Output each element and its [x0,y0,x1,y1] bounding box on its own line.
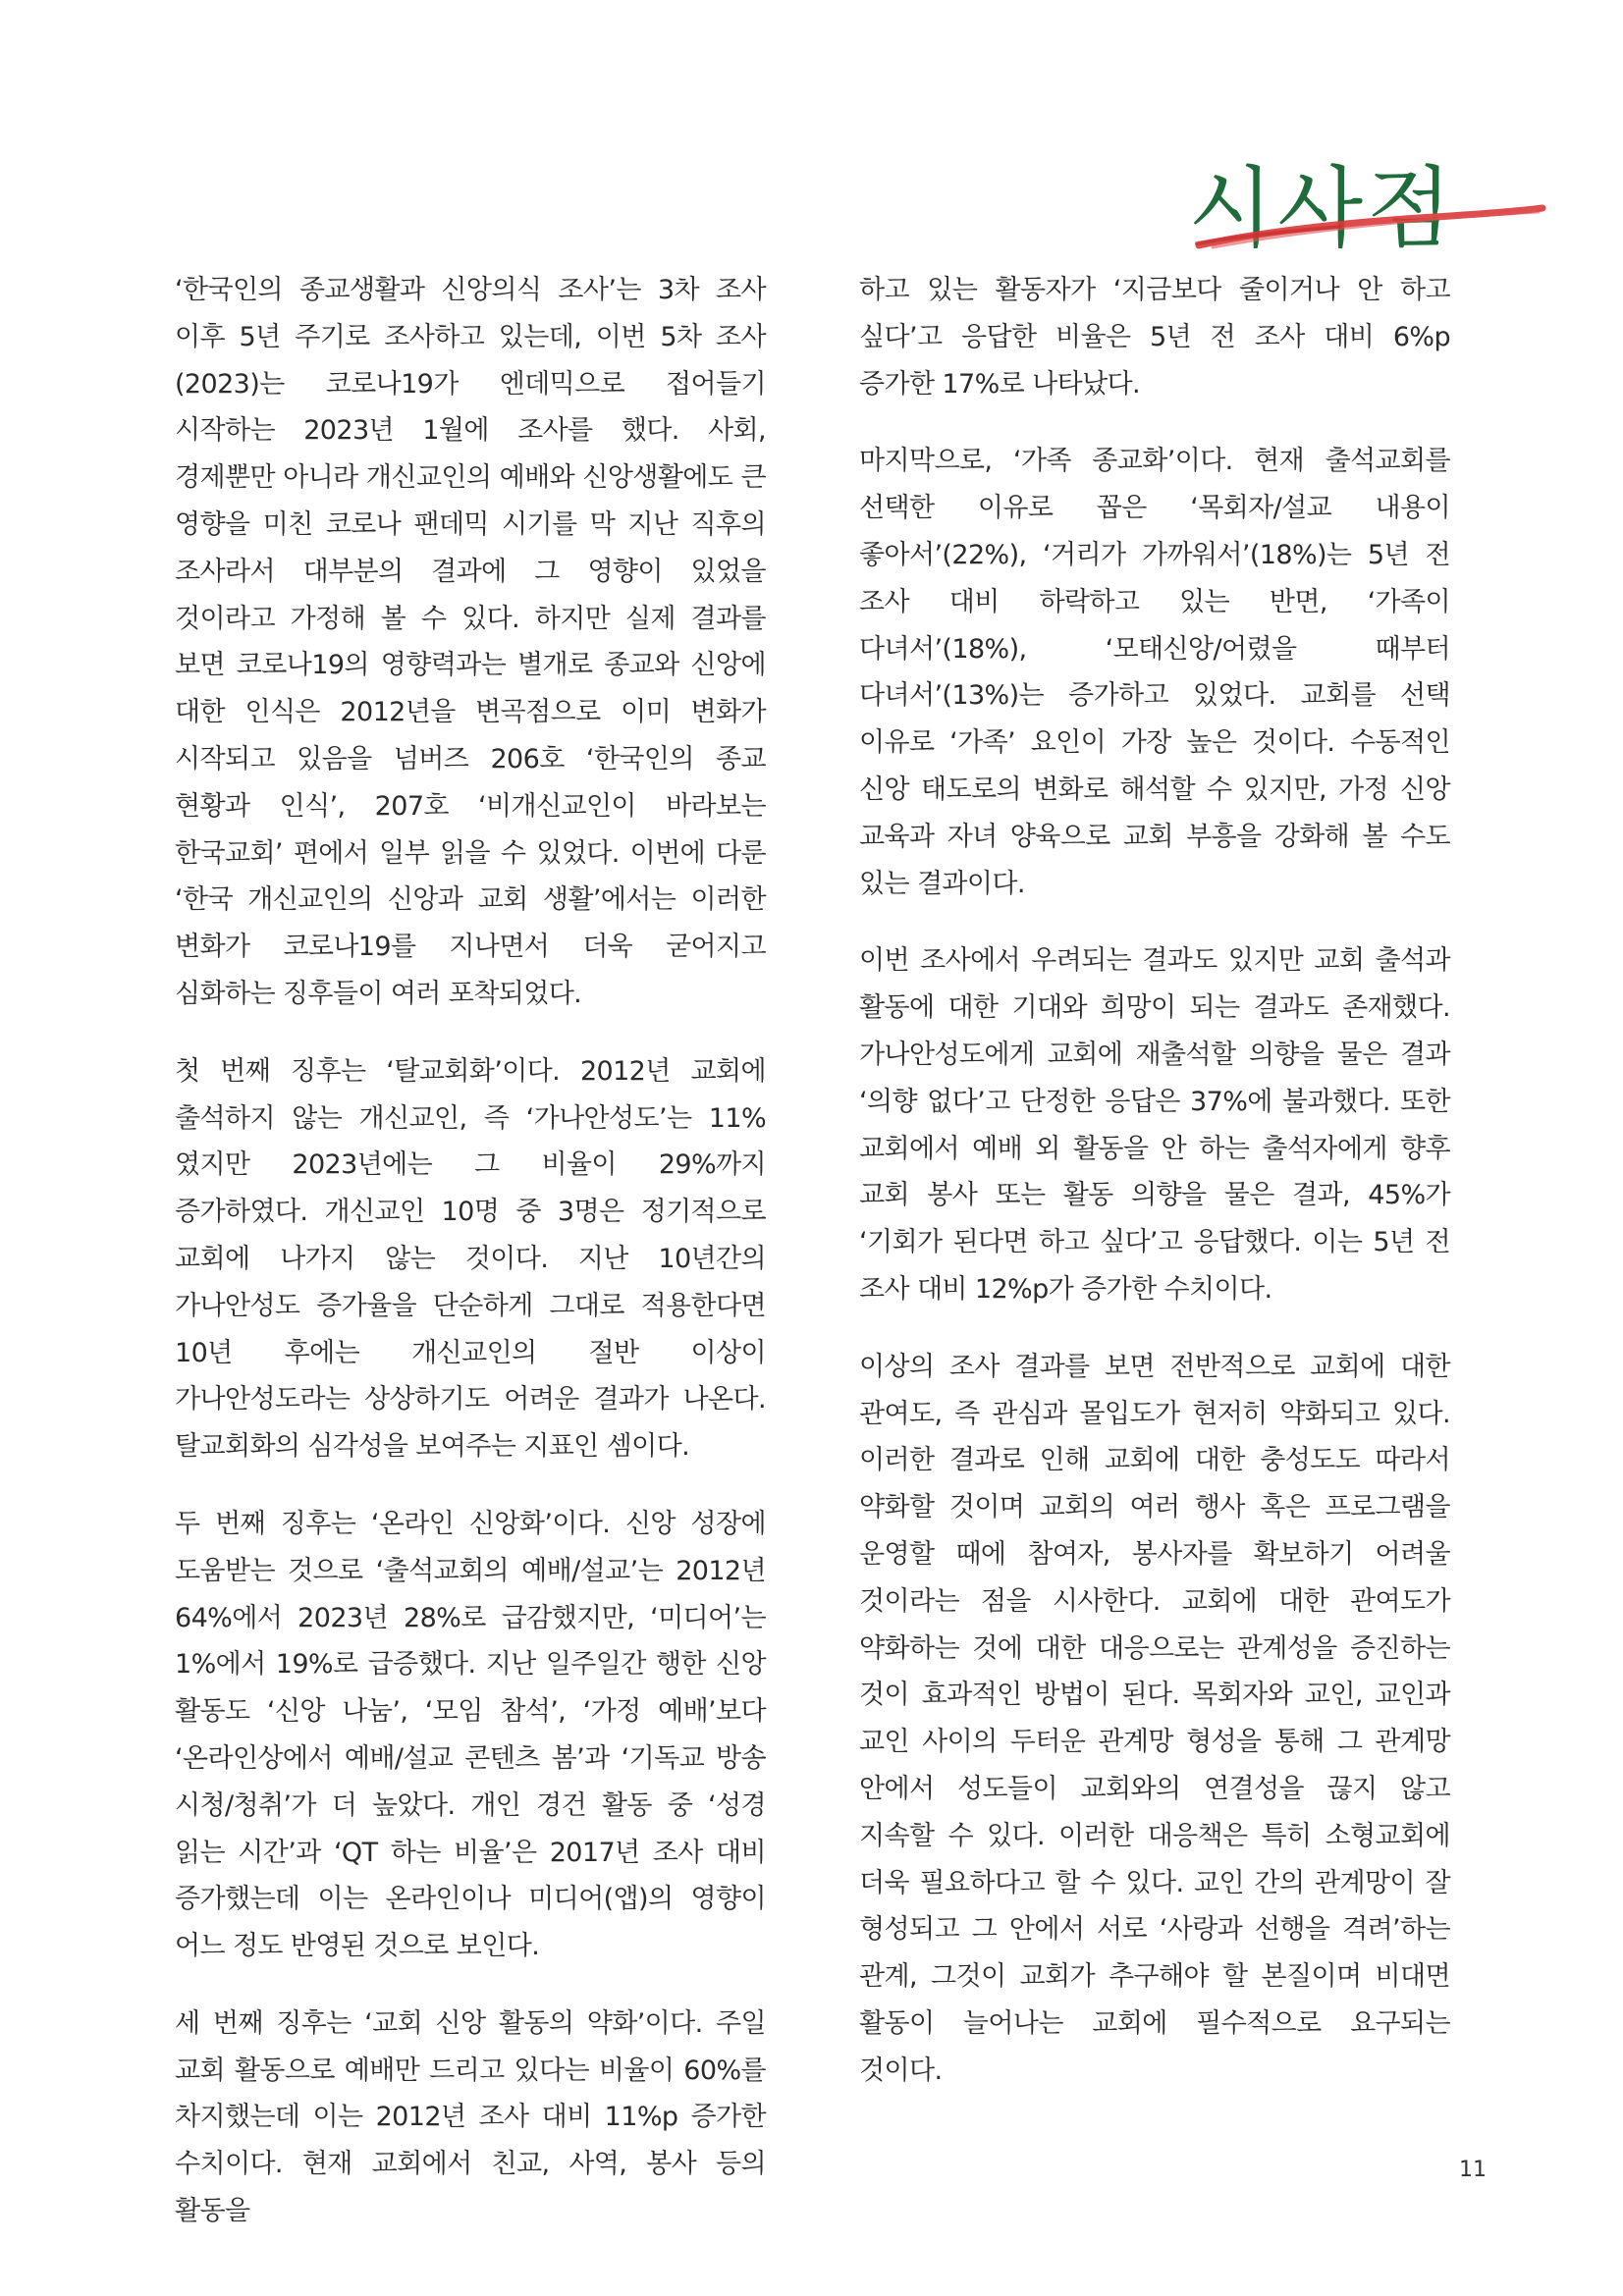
paragraph: 세 번째 징후는 ‘교회 신앙 활동의 약화’이다. 주일 교회 활동으로 예배만 드리고 있다는 비율이 60%를 차지했는데 이는 2012년 조사 대비 11%p 증가한 수치이다. 현재 교회에서 친교, 사역, 봉사 등의 활동을 [175,2007,766,2227]
paragraph: ‘한국인의 종교생활과 신앙의식 조사’는 3차 조사 이후 5년 주기로 조사하고 있는데, 이번 5차 조사(2023)는 코로나19가 엔데믹으로 접어들기 시작하는 2023년 1월에 조사를 했다. 사회, 경제뿐만 아니라 개신교인의 예배와 신앙생활에도 큰 영향을 미친 코로나 팬데믹 시기를 막 지난 직후의 조사라서 대부분의 결과에 그 영향이 있었을 것이라고 가정해 볼 수 있다. 하지만 실제 결과를 보면 코로나19의 영향력과는 별개로 종교와 신앙에 대한 인식은 2012년을 변곡점으로 이미 변화가 시작되고 있음을 넘버즈 206호 ‘한국인의 종교 현황과 인식’, 207호 ‘비개신교인이 바라보는 한국교회’ 편에서 일부 읽을 수 있었다. 이번에 다룬 ‘한국 개신교인의 신앙과 교회 생활’에서는 이러한 변화가 코로나19를 지나면서 더욱 굳어지고 심화하는 징후들이 여러 포착되었다. [175,275,766,1009]
page-title: 시사점 [1188,157,1456,261]
paragraph: 마지막으로, ‘가족 종교화’이다. 현재 출석교회를 선택한 이유로 꼽은 ‘목회자/설교 내용이 좋아서’(22%), ‘거리가 가까워서’(18%)는 5년 전 조사 대비 하락하고 있는 반면, ‘가족이 다녀서’(18%), ‘모태신앙/어렸을 때부터 다녀서’(13%)는 증가하고 있었다. 교회를 선택 이유로 ‘가족’ 요인이 가장 높은 것이다. 수동적인 신앙 태도로의 변화로 해석할 수 있지만, 가정 신앙 교육과 자녀 양육으로 교회 부흥을 강화해 볼 수도 있는 결과이다. [859,446,1450,899]
paragraph: 두 번째 징후는 ‘온라인 신앙화’이다. 신앙 성장에 도움받는 것으로 ‘출석교회의 예배/설교’는 2012년 64%에서 2023년 28%로 급감했지만, ‘미디어’는 1%에서 19%로 급증했다. 지난 일주일간 행한 신앙 활동도 ‘신앙 나눔’, ‘모임 참석’, ‘가정 예배’보다 ‘온라인상에서 예배/설교 콘텐츠 봄’과 ‘기독교 방송 시청/청취’가 더 높았다. 개인 경건 활동 중 ‘성경 읽는 시간’과 ‘QT 하는 비율’은 2017년 조사 대비 증가했는데 이는 온라인이나 미디어(앱)의 영향이 어느 정도 반영된 것으로 보인다. [175,1508,766,1962]
page-number: 11 [1459,2158,1487,2182]
paragraph: 이상의 조사 결과를 보면 전반적으로 교회에 대한 관여도, 즉 관심과 몰입도가 현저히 약화되고 있다. 이러한 결과로 인해 교회에 대한 충성도도 따라서 약화할 것이며 교회의 여러 행사 혹은 프로그램을 운영할 때에 참여자, 봉사자를 확보하기 어려울 것이라는 점을 시사한다. 교회에 대한 관여도가 약화하는 것에 대한 대응으로는 관계성을 증진하는 것이 효과적인 방법이 된다. 목회자와 교인, 교인과 교인 사이의 두터운 관계망 형성을 통해 그 관계망 안에서 성도들이 교회와의 연결성을 끊지 않고 지속할 수 있다. 이러한 대응책은 특히 소형교회에 더욱 필요하다고 할 수 있다. 교인 간의 관계망이 잘 형성되고 그 안에서 서로 ‘사랑과 선행을 격려’하는 관계, 그것이 교회가 추구해야 할 본질이며 비대면 활동이 늘어나는 교회에 필수적으로 요구되는 것이다. [859,1351,1450,2086]
red-brush-stroke [1193,204,1546,253]
left-column [175,267,766,2266]
paragraph: 첫 번째 징후는 ‘탈교회화’이다. 2012년 교회에 출석하지 않는 개신교인, 즉 ‘가나안성도’는 11%였지만 2023년에는 그 비율이 29%까지 증가하였다. 개신교인 10명 중 3명은 정기적으로 교회에 나가지 않는 것이다. 지난 10년간의 가나안성도 증가율을 단순하게 그대로 적용한다면 10년 후에는 개신교인의 절반 이상이 가나안성도라는 상상하기도 어려운 결과가 나온다. 탈교회화의 심각성을 보여주는 지표인 셈이다. [175,1055,766,1463]
right-column [859,267,1450,2124]
paragraph: 하고 있는 활동자가 ‘지금보다 줄이거나 안 하고 싶다’고 응답한 비율은 5년 전 조사 대비 6%p 증가한 17%로 나타났다. [859,275,1450,400]
paragraph: 이번 조사에서 우려되는 결과도 있지만 교회 출석과 활동에 대한 기대와 희망이 되는 결과도 존재했다. 가나안성도에게 교회에 재출석할 의향을 물은 결과 ‘의향 없다’고 단정한 응답은 37%에 불과했다. 또한 교회에서 예배 외 활동을 안 하는 출석자에게 향후 교회 봉사 또는 활동 의향을 물은 결과, 45%가 ‘기회가 된다면 하고 싶다’고 응답했다. 이는 5년 전 조사 대비 12%p가 증가한 수치이다. [859,945,1450,1305]
